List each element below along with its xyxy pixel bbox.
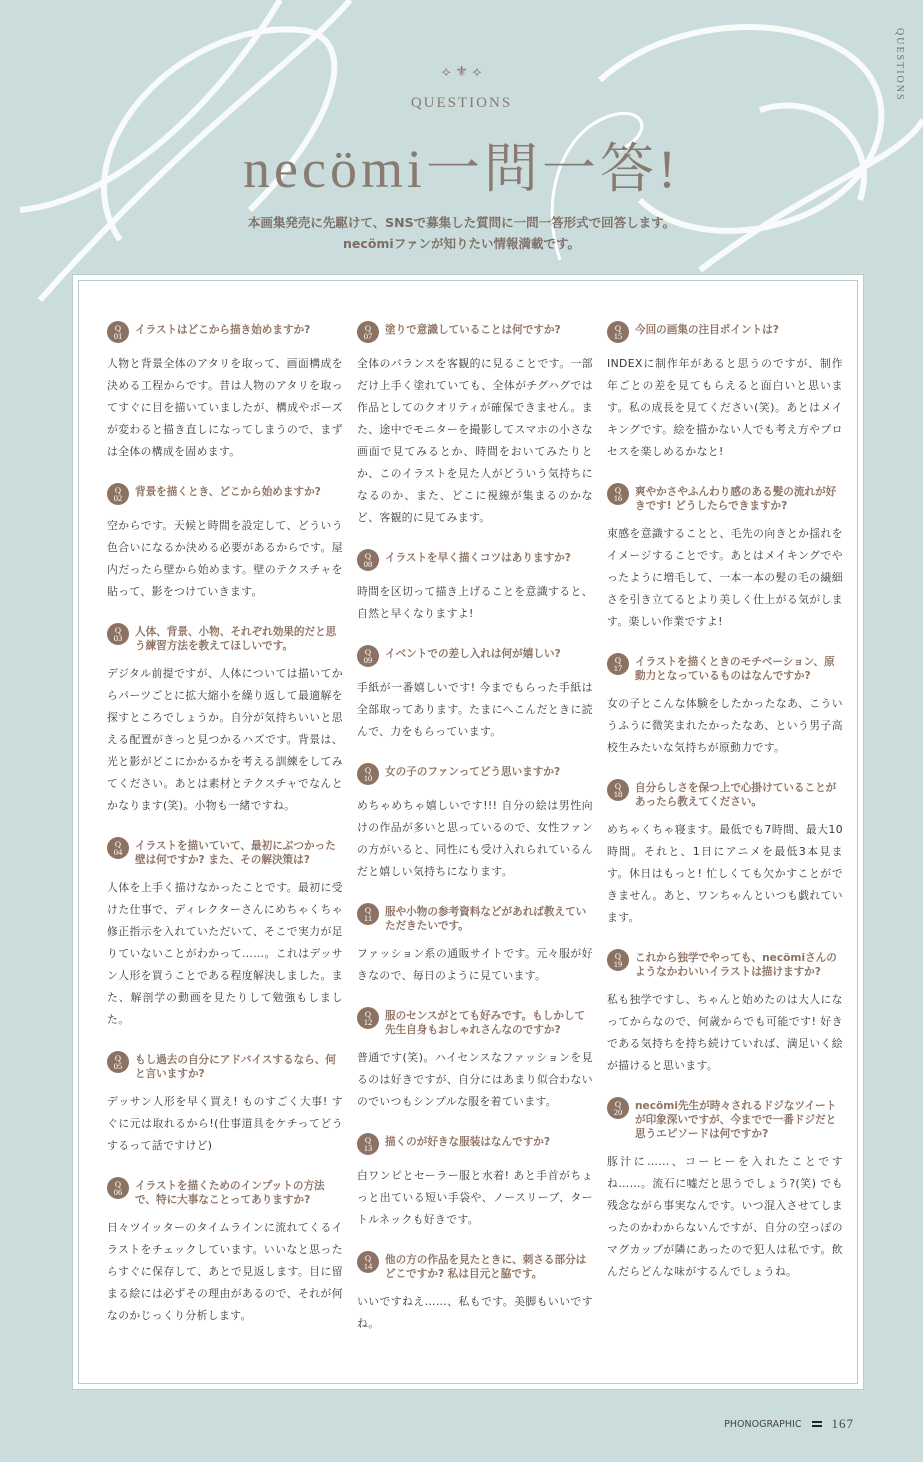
qa-item bbox=[607, 483, 843, 633]
question-text: 服のセンスがとても好みです。もしかして先生自身もおしゃれさんなのですか? bbox=[385, 1010, 586, 1036]
question-heading bbox=[607, 779, 843, 809]
question-number-badge: Q 03 bbox=[107, 623, 129, 645]
question-number: 20 bbox=[613, 1107, 623, 1117]
question-text: 女の子のファンってどう思いますか? bbox=[385, 766, 561, 778]
qa-item bbox=[357, 1133, 593, 1231]
qa-item bbox=[357, 763, 593, 883]
question-number-badge: Q 02 bbox=[107, 483, 129, 505]
question-number-badge: Q 12 bbox=[357, 1007, 379, 1029]
question-heading bbox=[357, 1133, 593, 1155]
answer-text: 豚汁に……、コーヒーを入れたことですね……。流石に嘘だと思うでしょう?(笑) でも残念ながら事実なんです。いつ混入させてしまったのかわからないんですが、自分の空っぽのマグカップが隣にあったので犯人は私です。飲んだらどんな味がするんでしょうね。 bbox=[607, 1155, 843, 1278]
qa-item bbox=[107, 623, 343, 817]
question-heading bbox=[107, 321, 343, 343]
question-number: 03 bbox=[113, 633, 123, 643]
qa-item bbox=[107, 1051, 343, 1157]
answer-text: 手紙が一番嬉しいです! 今までもらった手紙は全部取ってあります。たまにへこんだときに読んで、力をもらっています。 bbox=[357, 681, 593, 738]
question-number-badge: Q 09 bbox=[357, 645, 379, 667]
question-number-badge: Q 20 bbox=[607, 1097, 629, 1119]
question-text: これから独学でやっても、necömiさんのようなかわいいイラストは描けますか? bbox=[635, 952, 837, 978]
question-heading bbox=[357, 321, 593, 343]
question-number-badge: Q 08 bbox=[357, 549, 379, 571]
answer-text: 白ワンピとセーラー服と水着! あと手首がちょっと出ている短い手袋や、ノースリーブ、タートルネックも好きです。 bbox=[357, 1169, 593, 1226]
question-number-badge: Q 19 bbox=[607, 949, 629, 971]
question-number: 10 bbox=[363, 773, 373, 783]
question-text: もし過去の自分にアドバイスするなら、何と言いますか? bbox=[135, 1054, 336, 1080]
qa-item bbox=[107, 1177, 343, 1327]
qa-column-3 bbox=[607, 321, 843, 1355]
question-text: イラストを描くためのインプットの方法で、特に大事なことってありますか? bbox=[135, 1180, 325, 1206]
question-number: 07 bbox=[363, 331, 373, 341]
answer-text: 時間を区切って描き上げることを意識すると、自然と早くなりますよ! bbox=[357, 585, 593, 620]
question-number-badge: Q 05 bbox=[107, 1051, 129, 1073]
question-number-badge: Q 11 bbox=[357, 903, 379, 925]
qa-item bbox=[107, 837, 343, 1031]
question-number-badge: Q 13 bbox=[357, 1133, 379, 1155]
question-heading bbox=[107, 483, 343, 505]
question-number: 11 bbox=[363, 913, 373, 923]
side-section-label: QUESTIONS bbox=[894, 28, 905, 102]
question-heading bbox=[107, 1177, 343, 1207]
question-text: 自分らしさを保つ上で心掛けていることがあったら教えてください。 bbox=[635, 782, 837, 808]
page-title: necömi一問一答! bbox=[243, 139, 680, 199]
question-number: 04 bbox=[113, 847, 123, 857]
question-number: 19 bbox=[613, 959, 623, 969]
ornament-divider: ⟡ ⚜ ⟡ bbox=[441, 64, 482, 80]
answer-text: 私も独学ですし、ちゃんと始めたのは大人になってからなので、何歳からでも可能です! 好きである気持ちを持ち続けていれば、満足いく絵が描けると思います。 bbox=[607, 993, 843, 1072]
question-number-badge: Q 06 bbox=[107, 1177, 129, 1199]
question-text: イラストはどこから描き始めますか? bbox=[135, 324, 311, 336]
question-text: イラストを早く描くコツはありますか? bbox=[385, 552, 571, 564]
question-text: 今回の画集の注目ポイントは? bbox=[635, 324, 779, 336]
question-heading bbox=[107, 837, 343, 867]
qa-column-2 bbox=[357, 321, 593, 1355]
answer-text: 人体を上手く描けなかったことです。最初に受けた仕事で、ディレクターさんにめちゃくちゃ修正指示を入れていただいて、そこで実力が足りていないことがわかって……。これはデッサン人形を買うことである程度解決しました。また、解剖学の動画を見たりして勉強もしました。 bbox=[107, 881, 343, 1026]
question-heading bbox=[357, 1007, 593, 1037]
question-text: イラストを描いていて、最初にぶつかった壁は何ですか? また、その解決策は? bbox=[135, 840, 336, 866]
question-heading bbox=[107, 623, 343, 653]
question-text: 他の方の作品を見たときに、刺さる部分はどこですか? 私は目元と脇です。 bbox=[385, 1254, 587, 1280]
question-text: 人体、背景、小物、それぞれ効果的だと思う練習方法を教えてほしいです。 bbox=[135, 626, 337, 652]
question-number-badge: Q 16 bbox=[607, 483, 629, 505]
answer-text: 普通です(笑)。ハイセンスなファッションを見るのは好きですが、自分にはあまり似合わないのでいつもシンプルな服を着ています。 bbox=[357, 1051, 593, 1108]
question-number-badge: Q 18 bbox=[607, 779, 629, 801]
question-heading bbox=[357, 549, 593, 571]
question-heading bbox=[357, 1251, 593, 1281]
question-heading bbox=[107, 1051, 343, 1081]
answer-text: めちゃくちゃ寝ます。最低でも7時間、最大10時間。それと、1日にアニメを最低3本見ます。休日はもっと! 忙しくても欠かすことができません。あと、ワンちゃんといつも戯れています。 bbox=[607, 823, 843, 924]
qa-panel bbox=[72, 274, 864, 1390]
qa-item bbox=[357, 549, 593, 625]
question-number-badge: Q 01 bbox=[107, 321, 129, 343]
question-number-badge: Q 17 bbox=[607, 653, 629, 675]
qa-item bbox=[357, 903, 593, 987]
question-number: 14 bbox=[363, 1261, 373, 1271]
question-text: 描くのが好きな服装はなんですか? bbox=[385, 1136, 551, 1148]
equals-icon bbox=[812, 1421, 822, 1427]
page-footer bbox=[72, 1416, 864, 1432]
qa-item bbox=[357, 1251, 593, 1335]
answer-text: 束感を意識することと、毛先の向きとか揺れをイメージすることです。あとはメイキングでやったように増毛して、一本一本の髪の毛の繊細さを引き立てるとより美しく仕上がる気がします。楽しい作業ですよ! bbox=[607, 527, 843, 628]
answer-text: 全体のバランスを客観的に見ることです。一部だけ上手く塗れていても、全体がチグハグでは作品としてのクオリティが確保できません。また、途中でモニターを撮影してスマホの小さな画面で見てみるとか、時間をおいてみたりとか、このイラストを見た人がどういう気持ちになるのか、また、どこに視線が集まるのかなど、客観的に見てみます。 bbox=[357, 357, 593, 524]
question-number: 01 bbox=[113, 331, 123, 341]
lead-line-1: 本画集発売に先駆けて、SNSで募集した質問に一問一答形式で回答します。 bbox=[247, 215, 676, 230]
question-heading bbox=[607, 321, 843, 343]
question-number: 05 bbox=[113, 1061, 123, 1071]
question-text: 背景を描くとき、どこから始めますか? bbox=[135, 486, 321, 498]
answer-text: デジタル前提ですが、人体については描いてからパーツごとに拡大縮小を繰り返して最適解を探すところでしょうか。自分が気持ちいいと思える配置がきっと見つかるハズです。背景は、光と影がどこにかかるかを考える訓練をしてみてください。あとは素材とテクスチャでなんとかなります(笑)。小物も一緒ですね。 bbox=[107, 667, 343, 812]
qa-item bbox=[107, 483, 343, 603]
question-number: 02 bbox=[113, 493, 123, 503]
answer-text: ファッション系の通販サイトです。元々服が好きなので、毎日のように見ています。 bbox=[357, 947, 593, 982]
question-heading bbox=[607, 483, 843, 513]
question-text: 服や小物の参考資料などがあれば教えていただきたいです。 bbox=[385, 906, 587, 932]
question-number: 16 bbox=[613, 493, 623, 503]
answer-text: いいですねえ……、私もです。美脚もいいですね。 bbox=[357, 1295, 593, 1330]
question-number-badge: Q 15 bbox=[607, 321, 629, 343]
qa-column-1 bbox=[107, 321, 343, 1355]
question-number: 08 bbox=[363, 559, 373, 569]
question-heading bbox=[357, 763, 593, 785]
question-number: 13 bbox=[363, 1143, 373, 1153]
answer-text: めちゃめちゃ嬉しいです!!! 自分の絵は男性向けの作品が多いと思っているので、女性ファンの方がいると、同性にも受け入れられているんだと嬉しい気持ちになります。 bbox=[357, 799, 593, 878]
question-heading bbox=[357, 903, 593, 933]
question-text: イラストを描くときのモチベーション、原動力となっているものはなんですか? bbox=[635, 656, 835, 682]
qa-item bbox=[107, 321, 343, 463]
question-text: necömi先生が時々されるドジなツイートが印象深いですが、今までで一番ドジだと思うエピソードは何ですか? bbox=[635, 1100, 837, 1140]
question-heading bbox=[607, 653, 843, 683]
question-text: 塗りで意識していることは何ですか? bbox=[385, 324, 561, 336]
magazine-brand: PHONOGRAPHIC bbox=[724, 1418, 802, 1430]
qa-item bbox=[607, 321, 843, 463]
page-number: 167 bbox=[831, 1416, 854, 1431]
question-heading bbox=[607, 949, 843, 979]
answer-text: 日々ツイッターのタイムラインに流れてくるイラストをチェックしています。いいなと思ったらすぐに保存して、あとで見返します。目に留まる絵には必ずその理由があるので、それが何なのかじっくり分析します。 bbox=[107, 1221, 343, 1322]
question-number: 12 bbox=[363, 1017, 373, 1027]
qa-item bbox=[607, 653, 843, 759]
qa-item bbox=[357, 1007, 593, 1113]
qa-item bbox=[607, 779, 843, 929]
answer-text: 空からです。天候と時間を設定して、どういう色合いになるか決める必要があるからです。屋内だったら壁から始めます。壁のテクスチャを貼って、影をつけていきます。 bbox=[107, 519, 343, 598]
question-heading bbox=[357, 645, 593, 667]
question-text: 爽やかさやふんわり感のある髪の流れが好きです! どうしたらできますか? bbox=[635, 486, 837, 512]
qa-item bbox=[607, 1097, 843, 1283]
answer-text: デッサン人形を早く買え! ものすごく大事! すぐに元は取れるから!(仕事道具をケチってどうするって話ですけど) bbox=[107, 1095, 343, 1152]
answer-text: 人物と背景全体のアタリを取って、画面構成を決める工程からです。昔は人物のアタリを取ってすぐに目を描いていましたが、構成やポーズが変わると描き直しになってしまうので、まずは全体の構成を固めます。 bbox=[107, 357, 343, 458]
qa-item bbox=[357, 321, 593, 529]
question-number-badge: Q 10 bbox=[357, 763, 379, 785]
question-number-badge: Q 07 bbox=[357, 321, 379, 343]
question-number: 18 bbox=[613, 789, 623, 799]
question-number-badge: Q 04 bbox=[107, 837, 129, 859]
question-number-badge: Q 14 bbox=[357, 1251, 379, 1273]
answer-text: INDEXに制作年があると思うのですが、制作年ごとの差を見てもらえると面白いと思います。私の成長を見てください(笑)。あとはメイキングです。絵を描かない人でも考え方やプロセスを楽しめるかなと! bbox=[607, 357, 843, 458]
lead-line-2: necömiファンが知りたい情報満載です。 bbox=[343, 236, 580, 251]
qa-item bbox=[357, 645, 593, 743]
question-number: 15 bbox=[613, 331, 623, 341]
question-text: イベントでの差し入れは何が嬉しい? bbox=[385, 648, 561, 660]
section-kicker: QUESTIONS bbox=[410, 95, 513, 111]
qa-item bbox=[607, 949, 843, 1077]
question-number: 06 bbox=[113, 1187, 123, 1197]
question-number: 09 bbox=[363, 655, 373, 665]
question-number: 17 bbox=[613, 663, 623, 673]
answer-text: 女の子とこんな体験をしたかったなあ、こういうふうに微笑まれたかったなあ、という男子高校生みたいな気持ちが原動力です。 bbox=[607, 697, 843, 754]
question-heading bbox=[607, 1097, 843, 1141]
